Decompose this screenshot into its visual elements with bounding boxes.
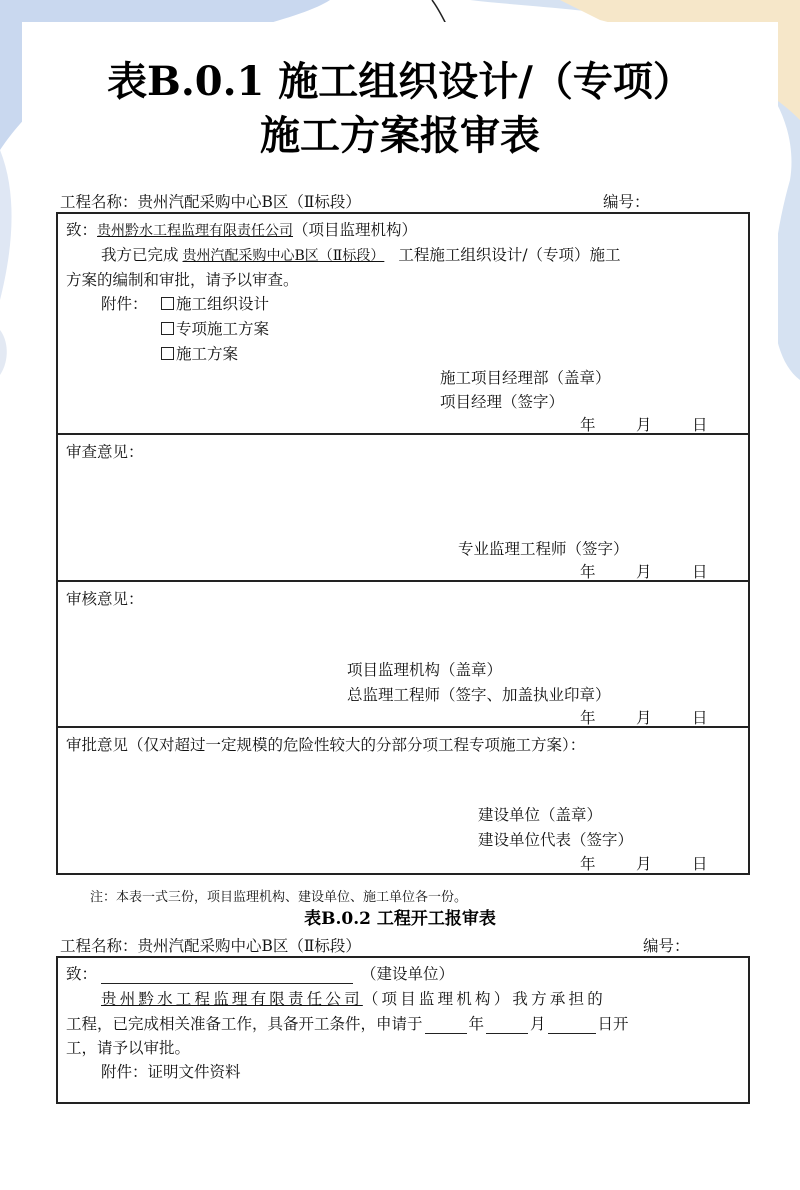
table2-title: 表B.0.2 工程开工报审表 xyxy=(304,909,496,929)
section1-project: 贵州汽配采购中心B区（Ⅱ标段） xyxy=(182,248,385,264)
month-blank[interactable] xyxy=(486,1017,528,1034)
section2-date-day: 日 xyxy=(692,563,708,581)
table1-title-line1: 表B.0.1 施工组织设计/（专项） xyxy=(107,58,693,105)
table2-org: 贵州黔水工程监理有限责任公司 xyxy=(101,990,363,1008)
attachments-label: 附件： xyxy=(101,295,148,313)
attachment-item: 专项施工方案 xyxy=(161,317,269,339)
section1-date-day: 日 xyxy=(692,416,708,434)
table2-line4: 工，请予以审批。 xyxy=(66,1039,191,1057)
table2-attachment: 附件：证明文件资料 xyxy=(101,1063,241,1081)
table2-line2: 贵州黔水工程监理有限责任公司（项目监理机构）我方承担的 xyxy=(101,990,606,1008)
section1-date-month: 月 xyxy=(636,416,652,434)
checkbox[interactable] xyxy=(161,347,174,360)
section2-label: 审查意见： xyxy=(66,443,144,461)
section2-sign-engineer: 专业监理工程师（签字） xyxy=(458,540,629,558)
table1-project-name: 工程名称：贵州汽配采购中心B区（Ⅱ标段） xyxy=(60,193,361,211)
section4-date-year: 年 xyxy=(580,855,596,873)
section3-sign-chief: 总监理工程师（签字、加盖执业印章） xyxy=(347,686,611,704)
section4-sign-rep: 建设单位代表（签字） xyxy=(478,831,634,849)
table1-note: 注：本表一式三份，项目监理机构、建设单位、施工单位各一份。 xyxy=(90,890,468,905)
supervision-org: 贵州黔水工程监理有限责任公司 xyxy=(97,223,294,239)
section3-label: 审核意见： xyxy=(66,590,144,608)
year-blank[interactable] xyxy=(425,1017,467,1034)
checkbox[interactable] xyxy=(161,297,174,310)
section4-label: 审批意见（仅对超过一定规模的危险性较大的分部分项工程专项施工方案）： xyxy=(66,736,586,754)
attachment-item: 施工组织设计 xyxy=(161,292,269,314)
section3-date-year: 年 xyxy=(580,709,596,727)
section3-sign-stamp: 项目监理机构（盖章） xyxy=(347,661,503,679)
section3-date-day: 日 xyxy=(692,709,708,727)
addressee-blank[interactable] xyxy=(101,967,353,984)
table2-number-label: 编号： xyxy=(643,937,690,955)
section4-sign-stamp: 建设单位（盖章） xyxy=(478,806,603,824)
section2-date-month: 月 xyxy=(636,563,652,581)
table1-number-label: 编号： xyxy=(603,193,650,211)
day-blank[interactable] xyxy=(548,1017,596,1034)
section2-date-year: 年 xyxy=(580,563,596,581)
section4-date-month: 月 xyxy=(636,855,652,873)
table1-title-line2: 施工方案报审表 xyxy=(260,112,540,159)
section1-sign-stamp: 施工项目经理部（盖章） xyxy=(440,369,611,387)
section1-sign-manager: 项目经理（签字） xyxy=(440,393,565,411)
section1-addressee: 致：贵州黔水工程监理有限责任公司（项目监理机构） xyxy=(66,221,418,239)
section3-date-month: 月 xyxy=(636,709,652,727)
attachment-item: 施工方案 xyxy=(161,342,238,364)
section1-date-year: 年 xyxy=(580,416,596,434)
section1-body-line2: 方案的编制和审批，请予以审查。 xyxy=(66,271,299,289)
table2-project-name: 工程名称：贵州汽配采购中心B区（Ⅱ标段） xyxy=(60,937,361,955)
table2-addressee: 致： （建设单位） xyxy=(66,965,455,983)
section1-body-line1: 我方已完成 贵州汽配采购中心B区（Ⅱ标段） 工程施工组织设计/（专项）施工 xyxy=(101,246,621,264)
table2-line3: 工程，已完成相关准备工作，具备开工条件，申请于 年 月 日开 xyxy=(66,1015,629,1033)
checkbox[interactable] xyxy=(161,322,174,335)
section4-date-day: 日 xyxy=(692,855,708,873)
